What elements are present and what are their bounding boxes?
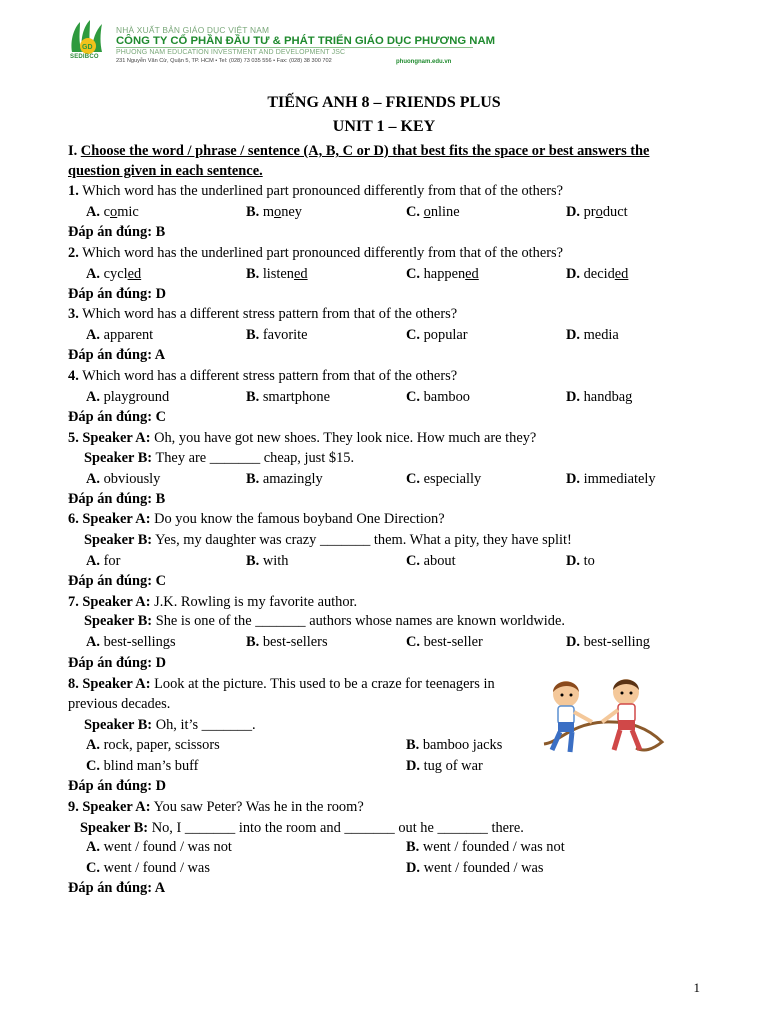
option-label: C. [406, 553, 420, 569]
option-a [86, 265, 141, 283]
question-text: Which word has a different stress pattern from that of the others? [78, 368, 458, 384]
option-text: handbag [583, 389, 633, 405]
option-label: B. [246, 389, 260, 405]
option-text: immediately [583, 471, 656, 487]
option-a [86, 633, 176, 651]
answer-line [68, 777, 166, 795]
option-a [86, 736, 220, 754]
option-text: went / found / was [103, 860, 210, 876]
option-b [246, 326, 308, 344]
option-b [246, 552, 288, 570]
option-text: mic [117, 204, 139, 220]
speaker-b-text: They are _______ cheap, just $15. [152, 450, 355, 466]
underlined-part: ed [294, 266, 308, 282]
underlined-part: o [110, 204, 118, 220]
option-c [406, 470, 481, 488]
option-b [246, 470, 323, 488]
tug-of-war-illustration [540, 672, 670, 762]
underlined-part: o [274, 204, 282, 220]
answer-line [68, 285, 166, 303]
option-d [566, 265, 628, 283]
speaker-a-text: You saw Peter? Was he in the room? [150, 799, 364, 815]
answer-value: D [155, 286, 166, 302]
option-text: blind man’s buff [103, 758, 199, 774]
speaker-b-line [84, 531, 572, 549]
speaker-a-label: Speaker A: [78, 594, 151, 610]
header-divider [116, 47, 473, 48]
answer-line [68, 879, 165, 897]
option-label: B. [246, 553, 260, 569]
option-label: A. [86, 204, 100, 220]
option-text: went / founded / was not [422, 839, 565, 855]
answer-line [68, 408, 166, 426]
speaker-b-text: She is one of the _______ authors whose names are known worldwide. [152, 613, 565, 629]
speaker-b-line [84, 716, 256, 734]
option-text: decid [583, 266, 615, 282]
option-label: D. [566, 389, 580, 405]
speaker-b-line [80, 819, 524, 837]
option-d [566, 633, 650, 651]
option-d [566, 203, 628, 221]
answer-label: Đáp án đúng: [68, 224, 156, 240]
option-label: D. [566, 266, 580, 282]
question-4 [68, 367, 457, 385]
question-8 [68, 675, 495, 693]
question-number: 5. [68, 430, 79, 446]
option-text: especially [423, 471, 482, 487]
option-text: about [423, 553, 456, 569]
option-label: D. [566, 204, 580, 220]
speaker-b-label: Speaker B: [84, 532, 153, 548]
question-7 [68, 593, 357, 611]
option-label: A. [86, 737, 100, 753]
option-c [406, 203, 460, 221]
option-c [406, 552, 456, 570]
question-3 [68, 305, 457, 323]
option-text: bamboo [423, 389, 470, 405]
option-c [86, 859, 210, 877]
option-text: tug of war [423, 758, 483, 774]
option-a [86, 470, 160, 488]
option-d [566, 326, 619, 344]
underlined-part: ed [127, 266, 142, 282]
answer-value: D [155, 655, 166, 671]
option-text: to [583, 553, 595, 569]
option-b [246, 265, 308, 283]
header-company-name: CÔNG TY CỔ PHẦN ĐẦU TƯ & PHÁT TRIỂN GIÁO DỤC PHƯƠNG NAM [116, 35, 496, 47]
option-text: duct [602, 204, 628, 220]
option-d [566, 552, 595, 570]
speaker-b-text: No, I _______ into the room and _______ out he _______ there. [148, 820, 524, 836]
question-number: 3. [68, 306, 79, 322]
speaker-b-text: Yes, my daughter was crazy _______ them. What a pity, they have split! [152, 532, 572, 548]
speaker-b-label: Speaker B: [84, 717, 153, 733]
option-label: B. [406, 839, 420, 855]
option-label: A. [86, 266, 100, 282]
option-text: popular [423, 327, 468, 343]
question-number: 1. [68, 183, 79, 199]
option-text: amazingly [262, 471, 323, 487]
option-label: D. [406, 758, 420, 774]
speaker-a-text-cont: previous decades. [68, 696, 171, 712]
question-5 [68, 429, 536, 447]
option-label: C. [406, 266, 420, 282]
option-label: C. [406, 204, 420, 220]
question-number: 6. [68, 511, 79, 527]
option-label: A. [86, 389, 100, 405]
option-label: B. [246, 266, 260, 282]
option-d [566, 470, 656, 488]
option-b [406, 736, 502, 754]
answer-label: Đáp án đúng: [68, 880, 155, 896]
section-instruction [68, 142, 649, 160]
option-text: bamboo jacks [422, 737, 503, 753]
option-label: A. [86, 634, 100, 650]
question-number: 8. [68, 676, 79, 692]
option-label: A. [86, 327, 100, 343]
option-label: D. [566, 327, 580, 343]
option-text: playground [103, 389, 170, 405]
underlined-part: ed [614, 266, 629, 282]
option-text: happen [423, 266, 466, 282]
speaker-b-label: Speaker B: [80, 820, 149, 836]
answer-line [68, 346, 165, 364]
speaker-a-text: Look at the picture. This used to be a craze for teenagers in [150, 676, 495, 692]
option-label: C. [406, 327, 420, 343]
option-a [86, 838, 232, 856]
answer-label: Đáp án đúng: [68, 655, 156, 671]
answer-value: B [155, 224, 166, 240]
speaker-b-line [84, 449, 354, 467]
option-d [406, 859, 544, 877]
option-a [86, 388, 169, 406]
svg-text:GD: GD [82, 44, 93, 51]
option-label: B. [246, 634, 260, 650]
option-label: B. [406, 737, 420, 753]
option-label: A. [86, 839, 100, 855]
answer-label: Đáp án đúng: [68, 286, 156, 302]
speaker-a-label: Speaker A: [78, 511, 151, 527]
speaker-b-label: Speaker B: [84, 613, 153, 629]
option-text: rock, paper, scissors [103, 737, 220, 753]
underlined-part: o [595, 204, 603, 220]
question-text: Which word has the underlined part pronounced differently from that of the others? [78, 183, 563, 199]
page-number: 1 [693, 980, 700, 995]
question-number: 9. [68, 799, 79, 815]
question-number: 2. [68, 245, 79, 261]
question-number: 4. [68, 368, 79, 384]
unit-title: UNIT 1 – KEY [332, 118, 436, 135]
question-6 [68, 510, 445, 528]
header-line-3: PHUONG NAM EDUCATION INVESTMENT AND DEVELOPMENT JSC [116, 49, 346, 56]
option-text: c [103, 204, 110, 220]
speaker-a-text: J.K. Rowling is my favorite author. [150, 594, 358, 610]
speaker-a-label: Speaker A: [78, 676, 151, 692]
option-text: with [262, 553, 289, 569]
header-website[interactable]: phuongnam.edu.vn [396, 59, 452, 65]
option-label: D. [566, 471, 580, 487]
option-c [86, 757, 198, 775]
option-text: pr [583, 204, 596, 220]
answer-value: B [155, 491, 166, 507]
option-label: C. [86, 758, 100, 774]
question-2 [68, 244, 563, 262]
answer-line [68, 654, 166, 672]
option-label: B. [246, 471, 260, 487]
speaker-a-text: Do you know the famous boyband One Direction? [150, 511, 445, 527]
option-d [406, 757, 483, 775]
answer-label: Đáp án đúng: [68, 491, 156, 507]
answer-label: Đáp án đúng: [68, 409, 156, 425]
answer-label: Đáp án đúng: [68, 347, 155, 363]
option-c [406, 633, 483, 651]
option-text: best-seller [423, 634, 483, 650]
answer-line [68, 490, 165, 508]
option-text: ney [281, 204, 302, 220]
option-label: C. [406, 389, 420, 405]
document-title: TIẾNG ANH 8 – FRIENDS PLUS [267, 94, 501, 111]
option-c [406, 265, 479, 283]
option-a [86, 552, 120, 570]
option-text: media [583, 327, 619, 343]
answer-label: Đáp án đúng: [68, 778, 156, 794]
section-number: I. [68, 143, 81, 159]
answer-label: Đáp án đúng: [68, 573, 156, 589]
question-text: Which word has a different stress pattern from that of the others? [78, 306, 458, 322]
option-label: C. [86, 860, 100, 876]
answer-line [68, 572, 166, 590]
underlined-part: ed [465, 266, 479, 282]
logo-caption: SEDIBCO [70, 54, 99, 60]
option-c [406, 388, 470, 406]
option-label: D. [406, 860, 420, 876]
answer-value: A [154, 347, 166, 363]
answer-value: D [155, 778, 166, 794]
speaker-a-text: Oh, you have got new shoes. They look nice. How much are they? [150, 430, 537, 446]
speaker-b-text: Oh, it’s _______. [152, 717, 256, 733]
option-label: B. [246, 204, 260, 220]
option-a [86, 203, 139, 221]
option-label: C. [406, 634, 420, 650]
option-b [246, 203, 302, 221]
speaker-b-line [84, 612, 565, 630]
question-text: Which word has the underlined part pronounced differently from that of the others? [78, 245, 563, 261]
option-label: D. [566, 634, 580, 650]
option-b [246, 633, 328, 651]
speaker-a-label: Speaker A: [78, 430, 151, 446]
option-d [566, 388, 632, 406]
option-label: A. [86, 553, 100, 569]
header-line-1: NHÀ XUẤT BẢN GIÁO DỤC VIỆT NAM [116, 25, 270, 35]
option-text: smartphone [262, 389, 330, 405]
header-address: 231 Nguyễn Văn Cừ, Quận 5, TP. HCM • Tel: (028) 73 035 556 • Fax: (028) 38 300 702 [116, 58, 332, 64]
option-text: best-selling [583, 634, 650, 650]
option-c [406, 326, 468, 344]
option-text: nline [430, 204, 460, 220]
option-text: cycl [103, 266, 128, 282]
option-b [406, 838, 565, 856]
option-text: went / found / was not [103, 839, 232, 855]
speaker-b-label: Speaker B: [84, 450, 153, 466]
option-text: m [262, 204, 275, 220]
instruction-line-2: question given in each sentence. [68, 163, 263, 179]
option-text: best-sellings [103, 634, 176, 650]
option-label: B. [246, 327, 260, 343]
section-instruction-cont [68, 162, 263, 180]
option-text: best-sellers [262, 634, 328, 650]
option-text: apparent [103, 327, 154, 343]
option-label: A. [86, 471, 100, 487]
option-text: favorite [262, 327, 308, 343]
option-label: C. [406, 471, 420, 487]
speaker-a-label: Speaker A: [78, 799, 151, 815]
option-text: listen [262, 266, 294, 282]
answer-value: A [154, 880, 166, 896]
instruction-line-1: Choose the word / phrase / sentence (A, B, C or D) that best fits the space or best answers the [80, 143, 650, 159]
underlined-part: o [423, 204, 431, 220]
answer-value: C [155, 409, 166, 425]
question-number: 7. [68, 594, 79, 610]
option-a [86, 326, 153, 344]
answer-line [68, 223, 165, 241]
question-1 [68, 182, 563, 200]
option-b [246, 388, 330, 406]
publisher-header [68, 16, 496, 66]
option-label: D. [566, 553, 580, 569]
answer-value: C [155, 573, 166, 589]
option-text: for [103, 553, 121, 569]
option-text: obviously [103, 471, 161, 487]
option-text: went / founded / was [423, 860, 544, 876]
question-9 [68, 798, 364, 816]
